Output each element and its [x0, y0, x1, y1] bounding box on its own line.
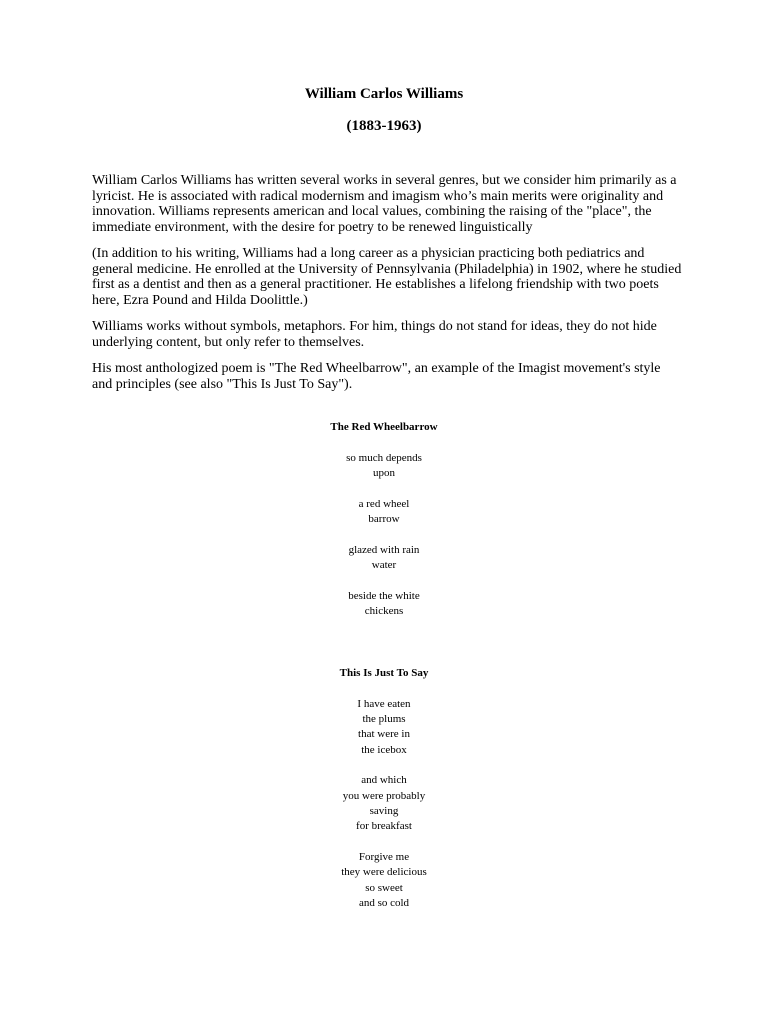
poem-line: water [371, 559, 397, 572]
poem-title: The Red Wheelbarrow [330, 421, 438, 433]
poem-line: barrow [368, 513, 400, 526]
poem-stanza [0, 543, 768, 574]
poem-line: beside the white [348, 590, 420, 603]
paragraph-intro: William Carlos Williams has written several works in several genres, but we consider him primarily as a lyricist. He is associated with radical modernism and imagism who’s main merits were originality and innovation. Williams represents american and local values, combining the raising of the "place", the immediate environment, with the desire for poetry to be renewed linguistically [92, 173, 677, 235]
poem-line: you were probably [342, 789, 426, 802]
poem-stanza [0, 589, 768, 620]
poem-line: and which [361, 774, 407, 787]
poem-stanza [0, 850, 768, 911]
poem-stanza [0, 497, 768, 528]
paragraph-style: Williams works without symbols, metaphors. For him, things do not stand for ideas, they do not hide underlying content, but only refer to themselves. [92, 319, 657, 350]
page-title: William Carlos Williams [304, 86, 464, 102]
poem-line: Forgive me [358, 851, 410, 864]
life-dates: (1883-1963) [346, 118, 422, 134]
body-text [92, 173, 682, 403]
poem-line: upon [373, 467, 395, 480]
poem-line: chickens [364, 605, 404, 618]
poem-title: This Is Just To Say [339, 667, 429, 679]
poem-red-wheelbarrow [0, 420, 768, 635]
poem-line: the plums [362, 713, 406, 726]
poem-line: glazed with rain [348, 543, 420, 556]
poem-line: they were delicious [341, 866, 427, 879]
poem-line: that were in [358, 728, 410, 741]
poem-line: saving [369, 805, 399, 818]
poem-line: I have eaten [357, 697, 411, 710]
paragraph-biography: (In addition to his writing, Williams had a long career as a physician practicing both pediatrics and general medicine. He enrolled at the University of Pennsylvania (Philadelphia) in 1902, where he studied first as a dentist and then as a general practitioner. He establishes a lifelong friendship with two poets here, Ezra Pound and Hilda Doolittle.) [92, 246, 682, 308]
poem-line: a red wheel [358, 497, 410, 510]
poem-stanza [0, 697, 768, 758]
poem-line: so much depends [346, 451, 422, 464]
poem-line: so sweet [365, 881, 403, 894]
poem-stanza [0, 773, 768, 834]
poem-line: for breakfast [356, 820, 412, 833]
poem-line: and so cold [358, 897, 410, 910]
poem-stanza [0, 451, 768, 482]
paragraph-poem-intro: His most anthologized poem is "The Red Wheelbarrow", an example of the Imagist movement's style and principles (see also "This Is Just To Say"). [92, 361, 661, 392]
poem-this-is-just-to-say [0, 666, 768, 927]
poem-line: the icebox [361, 743, 407, 756]
